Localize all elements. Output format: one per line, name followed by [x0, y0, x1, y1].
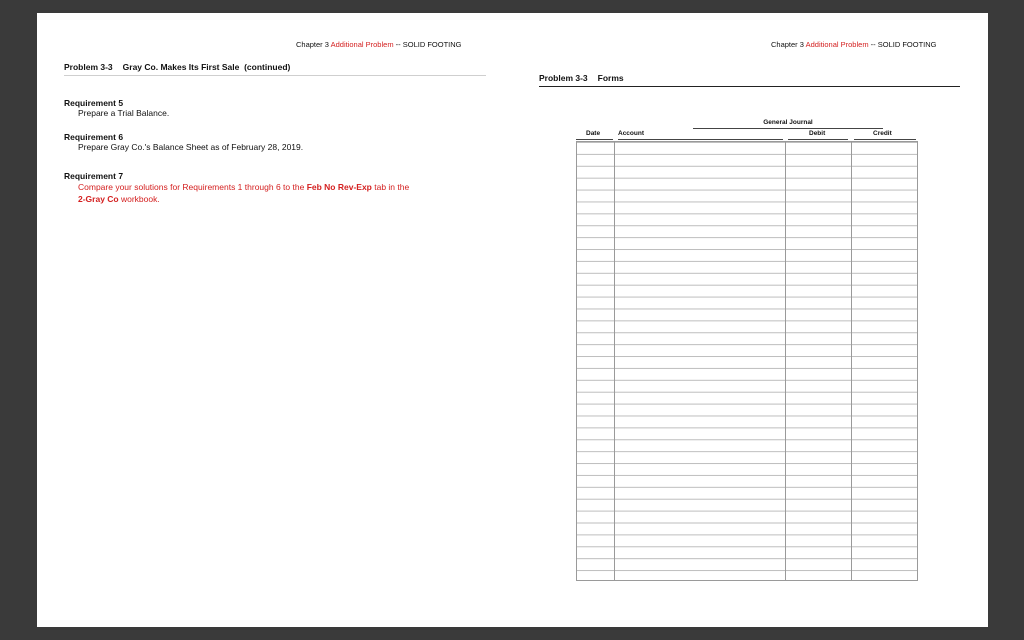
requirement-heading: Requirement 5 — [64, 98, 124, 108]
problem-name: Gray Co. Makes Its First Sale — [122, 62, 240, 72]
problem-title-right — [539, 73, 624, 83]
header-chapter: Chapter 3 — [771, 40, 804, 49]
page-header-left — [296, 40, 462, 49]
requirement-text: Prepare a Trial Balance. — [78, 108, 170, 118]
header-chapter: Chapter 3 — [296, 40, 329, 49]
journal-entry-grid[interactable] — [576, 141, 918, 581]
header-additional-problem: Additional Problem — [330, 40, 394, 49]
journal-title-rule — [693, 128, 883, 129]
req7-text-part: Compare your solutions for Requirements 1 through 6 to the — [78, 182, 307, 192]
req7-text-part: tab in the — [371, 182, 410, 192]
problem-name: Forms — [597, 73, 624, 83]
column-header-debit: Debit — [809, 130, 826, 137]
header-additional-problem: Additional Problem — [805, 40, 869, 49]
header-topic: SOLID FOOTING — [402, 40, 462, 49]
column-header-date: Date — [586, 130, 601, 137]
req7-text-part: workbook. — [118, 194, 160, 204]
column-divider — [614, 141, 615, 581]
header-underline-debit — [788, 139, 848, 140]
header-underline-credit — [854, 139, 916, 140]
problem-suffix: (continued) — [244, 62, 291, 72]
requirement-text — [64, 181, 409, 205]
header-underline-account — [618, 139, 783, 140]
title-rule-right — [539, 86, 960, 87]
problem-number: Problem 3-3 — [539, 73, 588, 83]
header-topic: SOLID FOOTING — [877, 40, 937, 49]
tab-name: Feb No Rev-Exp — [306, 182, 372, 192]
column-divider — [785, 141, 786, 581]
column-header-credit: Credit — [873, 130, 892, 137]
requirement-5 — [64, 98, 169, 118]
workbook-name: 2-Gray Co — [78, 194, 119, 204]
title-rule-left — [64, 75, 486, 76]
column-header-account: Account — [618, 130, 644, 137]
problem-number: Problem 3-3 — [64, 62, 113, 72]
page-header-right — [771, 40, 937, 49]
requirement-heading: Requirement 6 — [64, 132, 124, 142]
document-page — [37, 13, 988, 627]
header-underline-date — [576, 139, 613, 140]
requirement-heading: Requirement 7 — [64, 171, 124, 181]
journal-title: General Journal — [763, 119, 813, 126]
requirement-7 — [64, 171, 409, 205]
header-separator: -- — [395, 40, 401, 49]
column-divider — [851, 141, 852, 581]
header-separator: -- — [870, 40, 876, 49]
requirement-text: Prepare Gray Co.'s Balance Sheet as of February 28, 2019. — [78, 142, 304, 152]
problem-title-left — [64, 62, 290, 72]
requirement-6 — [64, 132, 303, 152]
